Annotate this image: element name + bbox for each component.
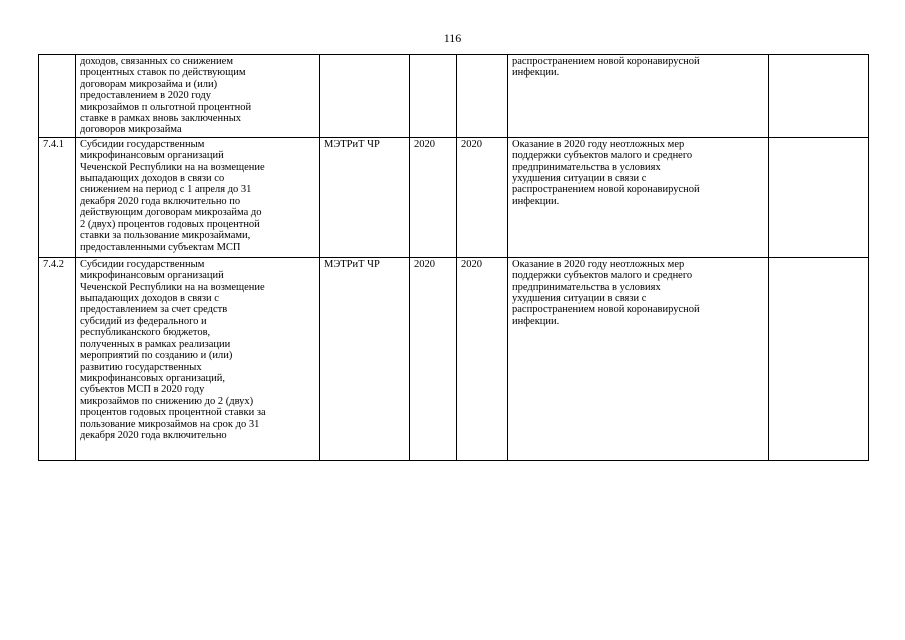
start-year-cell: 2020 (410, 137, 457, 257)
measure-name-cell: доходов, связанных со снижением процентных ставок по действующим договорам микрозайма и (или) предоставлением в 2020 году микрозаймов п ольготной процентной ставке в рамках вновь заключенных договоров микрозайма (76, 55, 320, 138)
note-cell (769, 257, 869, 460)
end-year-cell: 2020 (457, 257, 508, 460)
table-row (39, 257, 869, 460)
measure-name-cell: Субсидии государственным микрофинансовым организаций Чеченской Республики на на возмещение выпадающих доходов в связи со снижением на период с 1 апреля до 31 декабря 2020 года включительно по действующим договорам микрозайма до 2 (двух) процентов годовых процентной ставки за пользование микрозаймами, предоставленными субъектам МСП (76, 137, 320, 257)
end-year-cell: 2020 (457, 137, 508, 257)
expected-result-cell: Оказание в 2020 году неотложных мер поддержки субъектов малого и среднего предпринимательства в условиях ухудшения ситуации в связи с распространением новой коронавирусной инфекции. (508, 137, 769, 257)
start-year-cell (410, 55, 457, 138)
note-cell (769, 55, 869, 138)
executor-cell: МЭТРиТ ЧР (320, 137, 410, 257)
expected-result-cell: распространением новой коронавирусной инфекции. (508, 55, 769, 138)
item-number-cell (39, 55, 76, 138)
executor-cell: МЭТРиТ ЧР (320, 257, 410, 460)
end-year-cell (457, 55, 508, 138)
note-cell (769, 137, 869, 257)
item-number-cell: 7.4.2 (39, 257, 76, 460)
executor-cell (320, 55, 410, 138)
table-row (39, 55, 869, 138)
start-year-cell: 2020 (410, 257, 457, 460)
measure-name-cell: Субсидии государственным микрофинансовым организаций Чеченской Республики на на возмещение выпадающих доходов в связи с предоставлением за счет средств субсидий из федерального и республиканского бюджетов, полученных в рамках реализации мероприятий по созданию и (или) развитию государственных микрофинансовых организаций, субъектов МСП в 2020 году микрозаймов по снижению до 2 (двух) процентов годовых процентной ставки за пользование микрозаймов на срок до 31 декабря 2020 года включительно (76, 257, 320, 460)
measures-table (38, 54, 869, 461)
table-row (39, 137, 869, 257)
page-number: 116 (443, 31, 462, 45)
expected-result-cell: Оказание в 2020 году неотложных мер поддержки субъектов малого и среднего предпринимательства в условиях ухудшения ситуации в связи с распространением новой коронавирусной инфекции. (508, 257, 769, 460)
item-number-cell: 7.4.1 (39, 137, 76, 257)
